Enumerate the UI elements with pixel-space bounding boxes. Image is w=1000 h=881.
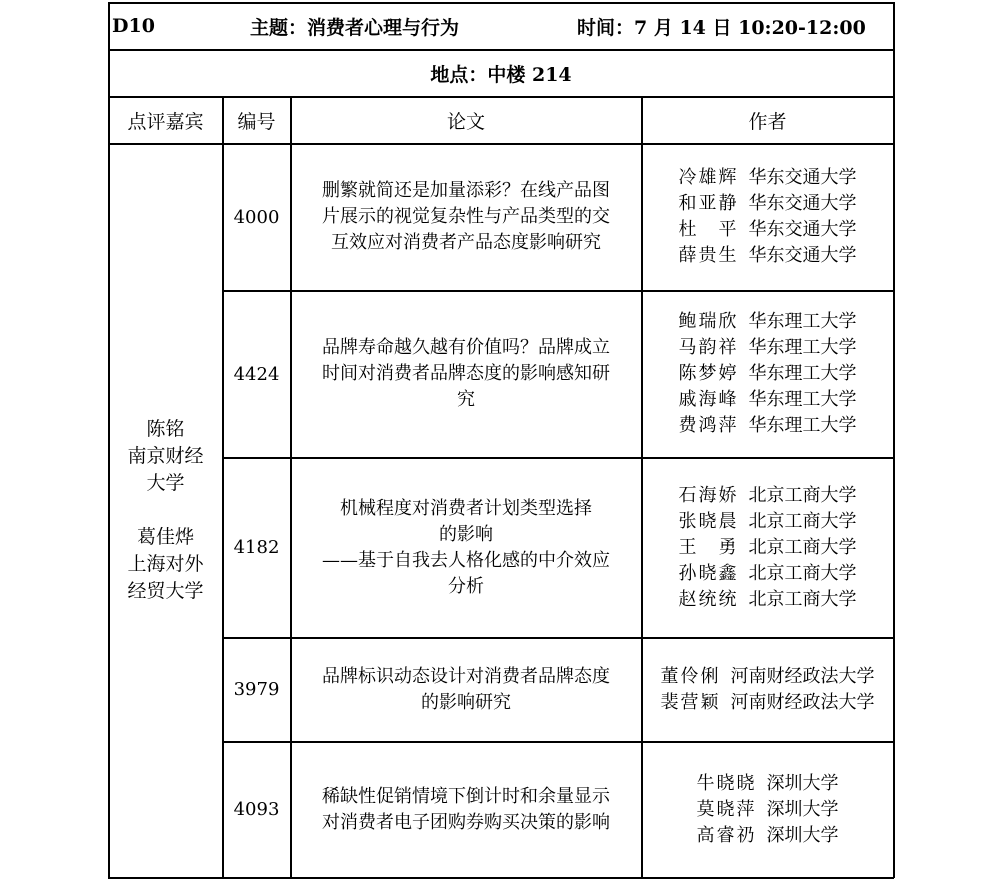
session-code-text: D10 bbox=[112, 15, 155, 37]
author-row bbox=[679, 309, 857, 335]
paper-title bbox=[291, 638, 641, 741]
author-affiliation: 华东交通大学 bbox=[748, 219, 857, 240]
author-row bbox=[661, 664, 875, 690]
author-name: 马韵祥 bbox=[678, 337, 737, 358]
author-affiliation: 华东理工大学 bbox=[748, 389, 857, 410]
author-affiliation: 华东理工大学 bbox=[748, 337, 857, 358]
session-location-text: 地点：中楼 214 bbox=[430, 63, 572, 86]
paper-number-text: 3979 bbox=[233, 679, 280, 700]
session-time bbox=[577, 3, 877, 49]
author-name: 莫晓萍 bbox=[696, 798, 755, 820]
author-name: 杜 平 bbox=[678, 219, 737, 240]
author-name: 裴营颖 bbox=[660, 691, 719, 713]
session-theme bbox=[250, 3, 510, 49]
paper-number-text: 4093 bbox=[233, 799, 280, 820]
paper-title-line: ——基于自我去人格化感的中介效应 bbox=[322, 549, 610, 571]
author-affiliation: 华东交通大学 bbox=[748, 245, 857, 266]
author-row bbox=[679, 335, 857, 361]
author-name: 孙晓鑫 bbox=[678, 562, 737, 584]
author-row bbox=[679, 587, 857, 613]
paper-title-line: 品牌标识动态设计对消费者品牌态度 bbox=[322, 665, 610, 687]
author-row bbox=[679, 165, 857, 191]
author-row bbox=[679, 387, 857, 413]
column-header-authors: 作者 bbox=[748, 110, 787, 133]
author-name: 鲍瑞欣 bbox=[678, 311, 737, 332]
paper-authors bbox=[642, 144, 893, 290]
paper-number bbox=[223, 144, 290, 290]
paper-title-line: 删繁就简还是加量添彩？在线产品图 bbox=[322, 180, 610, 201]
paper-number bbox=[223, 638, 290, 741]
author-row bbox=[679, 243, 857, 269]
author-name: 赵统统 bbox=[678, 588, 737, 610]
paper-number-text: 4000 bbox=[233, 206, 280, 228]
paper-title-line: 品牌寿命越久越有价值吗？品牌成立 bbox=[322, 337, 610, 358]
paper-title-line: 机械程度对消费者计划类型选择 bbox=[340, 497, 592, 519]
author-affiliation: 深圳大学 bbox=[766, 798, 839, 820]
paper-title-line: 的影响 bbox=[439, 523, 493, 545]
author-affiliation: 华东交通大学 bbox=[748, 193, 857, 214]
discussant-name: 陈铭 bbox=[146, 418, 185, 440]
session-code bbox=[112, 3, 162, 49]
author-row bbox=[661, 690, 875, 716]
author-name: 王 勇 bbox=[678, 536, 737, 558]
author-name: 张晓晨 bbox=[678, 510, 737, 532]
paper-number bbox=[223, 291, 290, 457]
paper-number bbox=[223, 458, 290, 637]
table-border-bottom bbox=[108, 877, 894, 879]
author-name: 冷雄辉 bbox=[678, 167, 737, 188]
author-affiliation: 北京工商大学 bbox=[748, 536, 857, 558]
discussants-cell bbox=[109, 144, 222, 877]
column-header-discussant: 点评嘉宾 bbox=[127, 110, 204, 133]
author-name: 薛贵生 bbox=[678, 245, 737, 266]
paper-title-line: 时间对消费者品牌态度的影响感知研 bbox=[322, 363, 610, 384]
paper-authors bbox=[642, 638, 893, 741]
paper-title bbox=[291, 458, 641, 637]
author-affiliation: 北京工商大学 bbox=[748, 588, 857, 610]
author-affiliation: 河南财经政法大学 bbox=[730, 691, 875, 713]
author-row bbox=[679, 483, 857, 509]
session-time-text: 时间：7 月 14 日 10:20-12:00 bbox=[577, 16, 866, 39]
author-affiliation: 河南财经政法大学 bbox=[730, 665, 875, 687]
author-name: 董伶俐 bbox=[660, 665, 719, 687]
paper-number-text: 4182 bbox=[233, 537, 280, 558]
paper-authors bbox=[642, 742, 893, 877]
author-row bbox=[679, 191, 857, 217]
author-name: 陈梦婷 bbox=[678, 363, 737, 384]
author-affiliation: 北京工商大学 bbox=[748, 562, 857, 584]
paper-title-line: 片展示的视觉复杂性与产品类型的交 bbox=[322, 206, 610, 227]
session-location bbox=[109, 50, 893, 96]
session-theme-text: 主题：消费者心理与行为 bbox=[250, 16, 460, 39]
author-name: 高睿礽 bbox=[696, 824, 755, 846]
author-row bbox=[697, 771, 839, 797]
paper-title bbox=[291, 742, 641, 877]
discussant-affiliation: 南京财经 bbox=[127, 445, 204, 467]
discussant-affiliation: 大学 bbox=[146, 472, 185, 494]
author-row bbox=[697, 797, 839, 823]
author-row bbox=[679, 561, 857, 587]
paper-title-line: 分析 bbox=[448, 575, 484, 597]
paper-title-line: 对消费者电子团购券购买决策的影响 bbox=[322, 811, 610, 833]
paper-title-line: 究 bbox=[457, 389, 475, 410]
author-row bbox=[697, 823, 839, 849]
author-affiliation: 北京工商大学 bbox=[748, 484, 857, 506]
column-header-number: 编号 bbox=[237, 110, 276, 133]
paper-number-text: 4424 bbox=[233, 363, 280, 385]
author-row bbox=[679, 217, 857, 243]
table-border-right bbox=[893, 2, 895, 878]
author-name: 和亚静 bbox=[678, 193, 737, 214]
author-affiliation: 深圳大学 bbox=[766, 824, 839, 846]
author-affiliation: 华东理工大学 bbox=[748, 311, 857, 332]
author-affiliation: 华东交通大学 bbox=[748, 167, 857, 188]
paper-title-line: 的影响研究 bbox=[421, 691, 511, 713]
author-name: 牛晓晓 bbox=[696, 772, 755, 794]
paper-authors bbox=[642, 291, 893, 457]
paper-title-line: 稀缺性促销情境下倒计时和余量显示 bbox=[322, 785, 610, 807]
author-row bbox=[679, 509, 857, 535]
author-row bbox=[679, 535, 857, 561]
author-row bbox=[679, 361, 857, 387]
paper-title-line: 互效应对消费者产品态度影响研究 bbox=[331, 232, 601, 253]
author-row bbox=[679, 413, 857, 439]
discussant-affiliation: 上海对外 bbox=[127, 553, 204, 575]
author-affiliation: 北京工商大学 bbox=[748, 510, 857, 532]
author-affiliation: 华东理工大学 bbox=[748, 415, 857, 436]
column-header-paper: 论文 bbox=[446, 110, 485, 133]
author-name: 费鸿萍 bbox=[678, 415, 737, 436]
paper-title bbox=[291, 291, 641, 457]
paper-title bbox=[291, 144, 641, 290]
discussant-affiliation: 经贸大学 bbox=[127, 580, 204, 602]
discussant-name: 葛佳烨 bbox=[136, 526, 194, 548]
author-name: 石海娇 bbox=[678, 484, 737, 506]
paper-number bbox=[223, 742, 290, 877]
paper-authors bbox=[642, 458, 893, 637]
author-affiliation: 深圳大学 bbox=[766, 772, 839, 794]
author-name: 戚海峰 bbox=[678, 389, 737, 410]
author-affiliation: 华东理工大学 bbox=[748, 363, 857, 384]
